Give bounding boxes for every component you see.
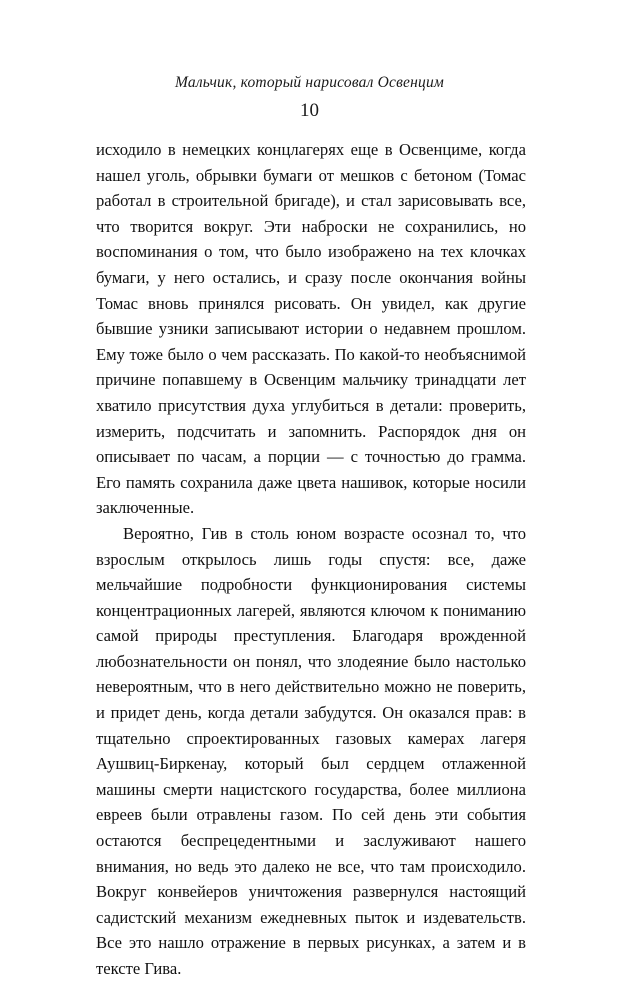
body-text — [96, 137, 526, 982]
paragraph: Вероятно, Гив в столь юном возрасте осознал то, что взрослым открылось лишь годы спустя: все, даже мельчайшие подробности функционирования системы концентрационных лагерей, являются ключом к пониманию самой природы преступления. Благодаря врожденной любознательности он понял, что злодеяние было настолько невероятным, что в него действительно можно не поверить, и придет день, когда детали забудутся. Он оказался прав: в тщательно спроектированных газовых камерах лагеря Аушвиц-Биркенау, который был сердцем отлаженной машины смерти нацистского государства, более миллиона евреев были отравлены газом. По сей день эти события остаются беспрецедентными и заслуживают нашего внимания, но ведь это далеко не все, что там происходило. Вокруг конвейеров уничтожения развернулся настоящий садистский механизм ежедневных пыток и издевательств. Все это нашло отражение в первых рисунках, а затем и в тексте Гива. — [96, 523, 526, 978]
paragraph: исходило в немецких концлагерях еще в Освенциме, когда нашел уголь, обрывки бумаги от мешков с бетоном (Томас работал в строительной бригаде), и стал зарисовывать все, что творится вокруг. Эти наброски не сохранились, но воспоминания о том, что было изображено на тех клочках бумаги, у него остались, и сразу после окончания войны Томас вновь принялся рисовать. Он увидел, как другие бывшие узники записывают истории о недавнем прошлом. Ему тоже было о чем рассказать. По какой-то необъяснимой причине попавшему в Освенцим мальчику тринадцати лет хватило присутствия духа углубиться в детали: проверить, измерить, подсчитать и запомнить. Распорядок дня он описывает по часам, а порции — с точностью до грамма. Его память сохранила даже цвета нашивок, которые носили заключенные. — [96, 140, 526, 518]
running-head: Мальчик, который нарисовал Освенцим — [175, 74, 444, 91]
page-number: 10 — [300, 100, 319, 121]
